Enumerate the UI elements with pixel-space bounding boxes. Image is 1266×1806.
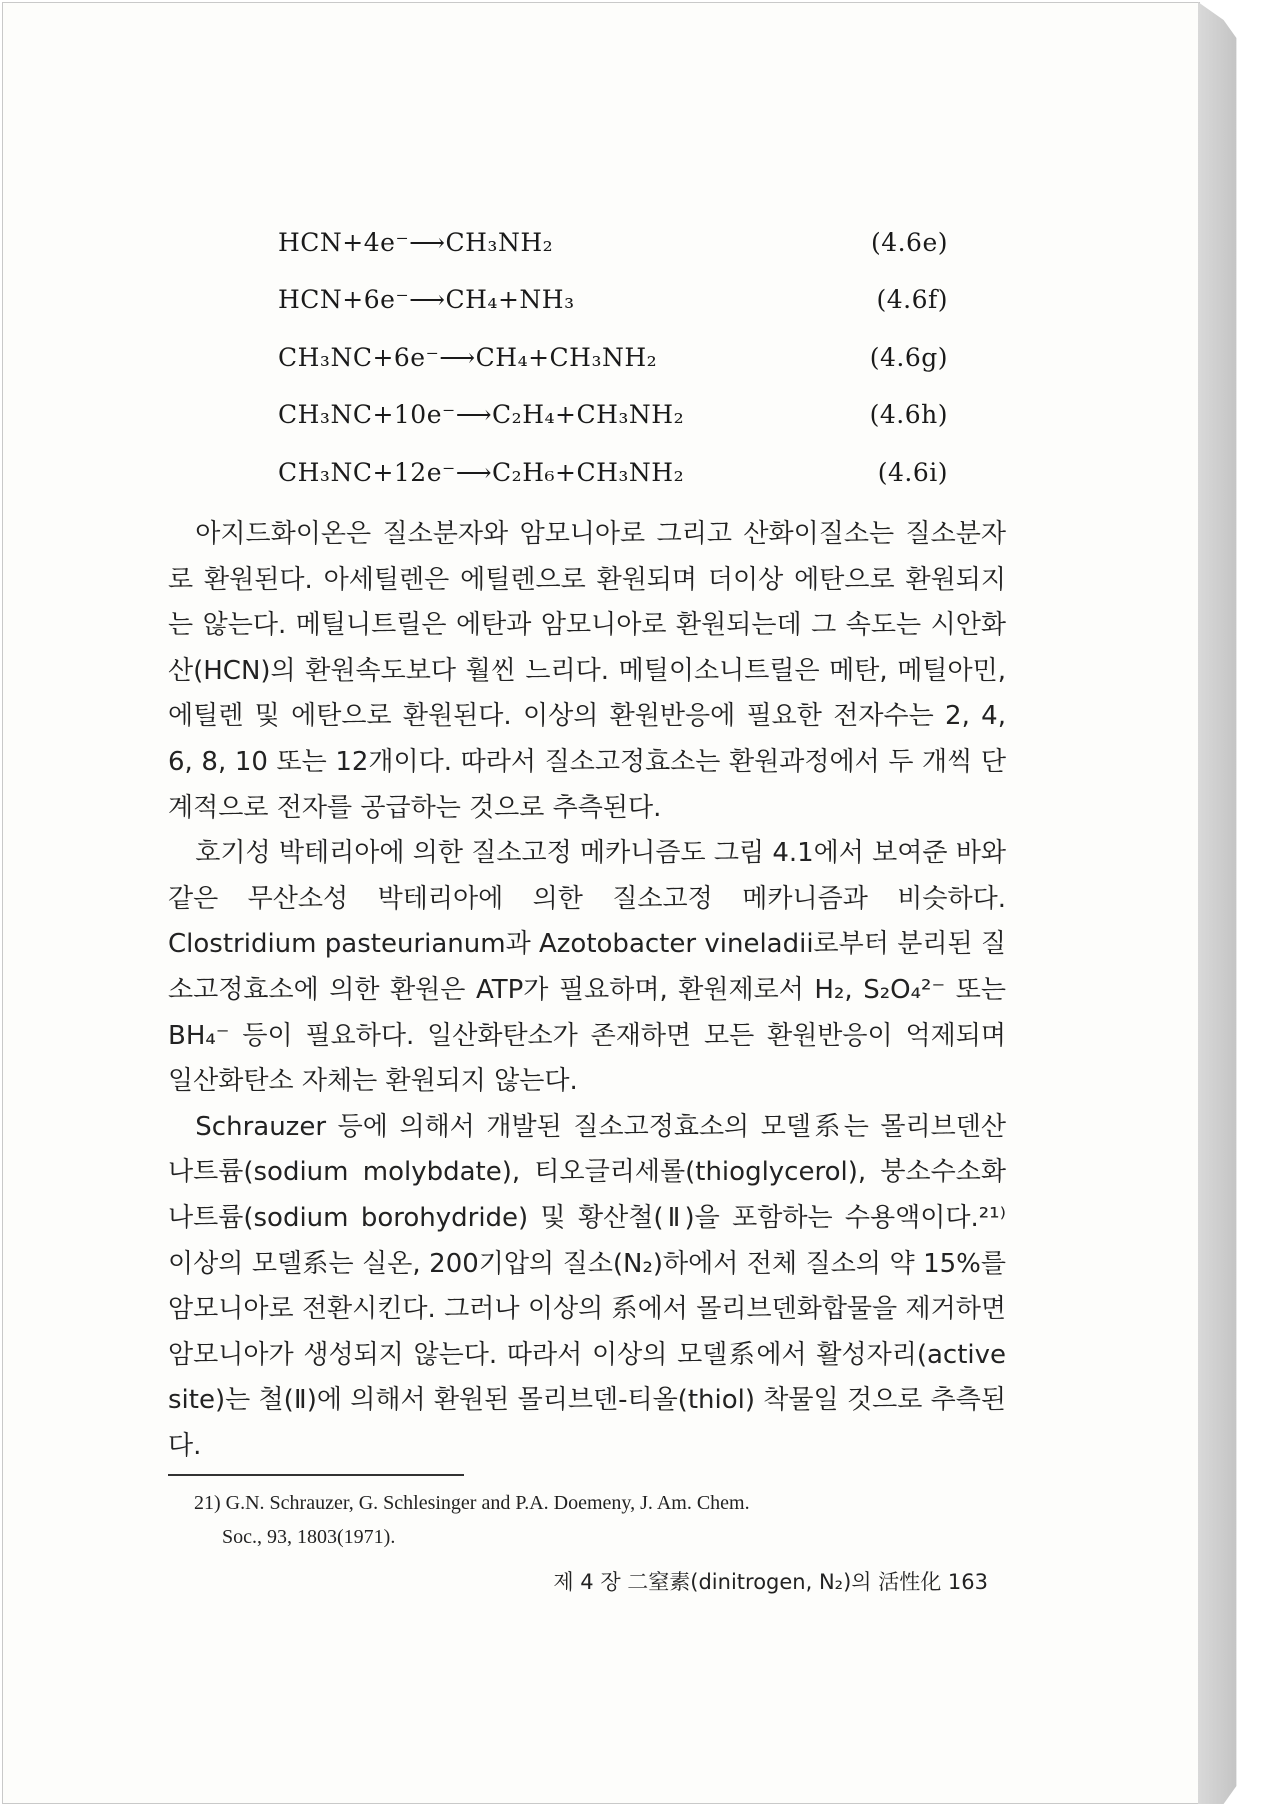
equation-number: (4.6h) [869, 400, 948, 429]
equation-4-6f [278, 285, 948, 325]
page-stack-edge [1198, 2, 1262, 1804]
equation-4-6e [278, 228, 948, 268]
paragraph-aerobic-bacteria: 호기성 박테리아에 의한 질소고정 메카니즘도 그림 4.1에서 보여준 바와 같은 무산소성 박테리아에 의한 질소고정 메카니즘과 비슷하다. Clostridium pasteurianum과 Azotobacter vineladii로부터 분리된 질소고정효소에 의한 환원은 ATP가 필요하며, 환원제로서 H₂, S₂O₄²⁻ 또는 BH₄⁻ 등이 필요하다. 일산화탄소가 존재하면 모든 환원반응이 억제되며 일산화탄소 자체는 환원되지 않는다. [168, 838, 1007, 1097]
equation-number: (4.6i) [877, 458, 948, 487]
paragraph-azide-reduction: 아지드화이온은 질소분자와 암모니아로 그리고 산화이질소는 질소분자로 환원된다. 아세틸렌은 에틸렌으로 환원되며 더이상 에탄으로 환원되지는 않는다. 메틸니트릴은 에탄과 암모니아로 환원되는데 그 속도는 시안화산(HCN)의 환원속도보다 훨씬 느리다. 메틸이소니트릴은 메탄, 메틸아민, 에틸렌 및 에탄으로 환원된다. 이상의 환원반응에 필요한 전자수는 2, 4, 6, 8, 10 또는 12개이다. 따라서 질소고정효소는 환원과정에서 두 개씩 단계적으로 전자를 공급하는 것으로 추측된다. [168, 519, 1006, 823]
footnote [194, 1486, 1014, 1554]
equation-formula: HCN+6e⁻⟶CH₄+NH₃ [278, 285, 575, 314]
footnote-divider [168, 1474, 464, 1476]
equation-number: (4.6g) [869, 343, 948, 372]
equation-formula: CH₃NC+6e⁻⟶CH₄+CH₃NH₂ [278, 343, 658, 372]
equation-number: (4.6e) [870, 228, 948, 257]
body-text [168, 512, 1006, 1469]
equation-4-6g [278, 343, 948, 383]
footnote-line-2: Soc., 93, 1803(1971). [222, 1526, 396, 1548]
running-footer: 제 4 장 二窒素(dinitrogen, N₂)의 活性化 163 [553, 1570, 988, 1594]
equation-number: (4.6f) [876, 285, 948, 314]
paragraph-schrauzer-model: Schrauzer 등에 의해서 개발된 질소고정효소의 모델系는 몰리브덴산 나트륨(sodium molybdate), 티오글리세롤(thioglycerol), 붕소수소화 나트륨(sodium borohydride) 및 황산철(Ⅱ)을 포함하는 수용액이다.²¹⁾ 이상의 모델系는 실온, 200기압의 질소(N₂)하에서 전체 질소의 약 15%를 암모니아로 전환시킨다. 그러나 이상의 系에서 몰리브덴화합물을 제거하면 암모니아가 생성되지 않는다. 따라서 이상의 모델系에서 활성자리(active site)는 철(Ⅱ)에 의해서 환원된 몰리브덴-티올(thiol) 착물일 것으로 추측된다. [168, 1111, 1006, 1461]
equation-formula: CH₃NC+12e⁻⟶C₂H₆+CH₃NH₂ [278, 458, 685, 487]
equation-4-6h [278, 400, 948, 440]
footnote-line-1: 21) G.N. Schrauzer, G. Schlesinger and P.A. Doemeny, J. Am. Chem. [194, 1492, 750, 1514]
equation-formula: HCN+4e⁻⟶CH₃NH₂ [278, 228, 554, 257]
equation-formula: CH₃NC+10e⁻⟶C₂H₄+CH₃NH₂ [278, 400, 685, 429]
equation-4-6i [278, 458, 948, 498]
